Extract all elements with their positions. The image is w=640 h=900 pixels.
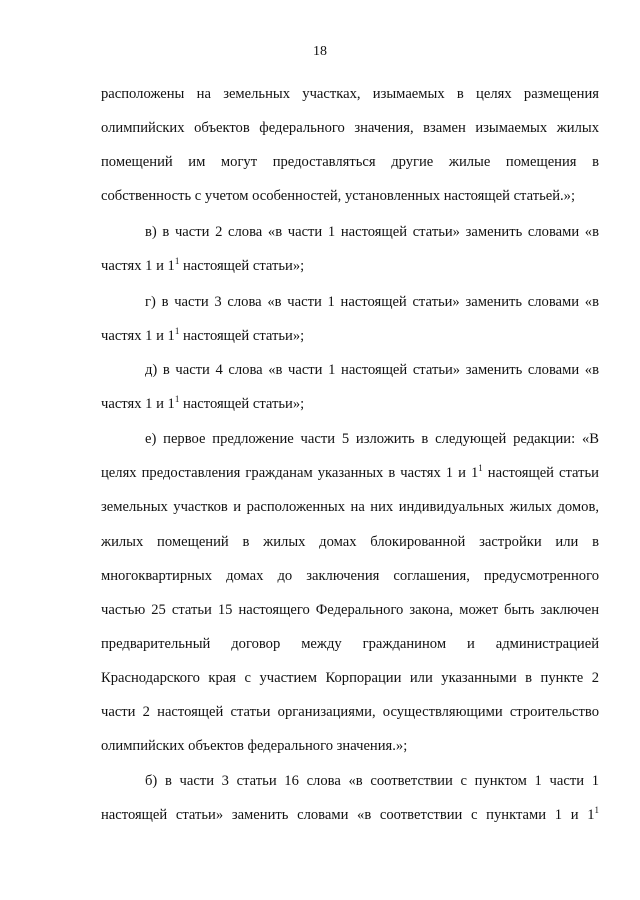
text-line: в) в части 2 слова «в части 1 настоящей статьи» заменить словами «в (145, 224, 599, 240)
text-line: олимпийских объектов федерального значения.»; (101, 738, 408, 754)
text-line (101, 805, 599, 825)
text-line (101, 256, 599, 276)
text-line: частью 25 статьи 15 настоящего Федерального закона, может быть заключен (101, 602, 599, 618)
text-line: Краснодарского края с участием Корпорации или указанными в пункте 2 (101, 670, 599, 686)
text-line: собственность с учетом особенностей, установленных настоящей статьей.»; (101, 188, 576, 204)
text-segment: настоящей статьи»; (179, 328, 305, 344)
text-line: олимпийских объектов федерального значения, взамен изымаемых жилых (101, 120, 599, 136)
superscript: 1 (478, 463, 483, 474)
text-line: части 2 настоящей статьи организациями, осуществляющими строительство (101, 704, 599, 720)
text-segment: частях 1 и 1 (101, 328, 175, 344)
text-line (101, 326, 599, 346)
text-line: помещений им могут предоставляться другие жилые помещения в (101, 154, 599, 170)
text-line: многоквартирных домах до заключения соглашения, предусмотренного (101, 568, 599, 584)
text-line: г) в части 3 слова «в части 1 настоящей статьи» заменить словами «в (145, 294, 599, 310)
text-line (101, 463, 599, 483)
text-line: предварительный договор между гражданином и администрацией (101, 636, 599, 652)
superscript: 1 (174, 326, 180, 337)
page-number: 18 (313, 44, 327, 59)
superscript: 1 (174, 256, 180, 267)
text-segment: настоящей статьи (482, 465, 599, 481)
text-segment: целях предоставления гражданам указанных в частях 1 и 1 (101, 465, 479, 481)
text-line: б) в части 3 статьи 16 слова «в соответствии с пунктом 1 части 1 (145, 773, 599, 789)
text-segment: настоящей статьи»; (179, 258, 305, 274)
text-segment: настоящей статьи»; (179, 396, 305, 412)
text-line: расположены на земельных участках, изымаемых в целях размещения (101, 86, 599, 102)
text-segment: настоящей статьи» заменить словами «в соответствии с пунктами 1 и 1 (101, 807, 595, 823)
text-line: земельных участков и расположенных на них индивидуальных жилых домов, (101, 499, 599, 515)
text-line: е) первое предложение части 5 изложить в следующей редакции: «В (145, 431, 599, 447)
superscript: 1 (174, 394, 180, 405)
text-line: д) в части 4 слова «в части 1 настоящей статьи» заменить словами «в (145, 362, 599, 378)
text-segment: частях 1 и 1 (101, 396, 175, 412)
text-segment: частях 1 и 1 (101, 258, 175, 274)
text-line: жилых помещений в жилых домах блокированной застройки или в (101, 534, 599, 550)
superscript: 1 (594, 805, 599, 816)
text-line (101, 394, 599, 414)
